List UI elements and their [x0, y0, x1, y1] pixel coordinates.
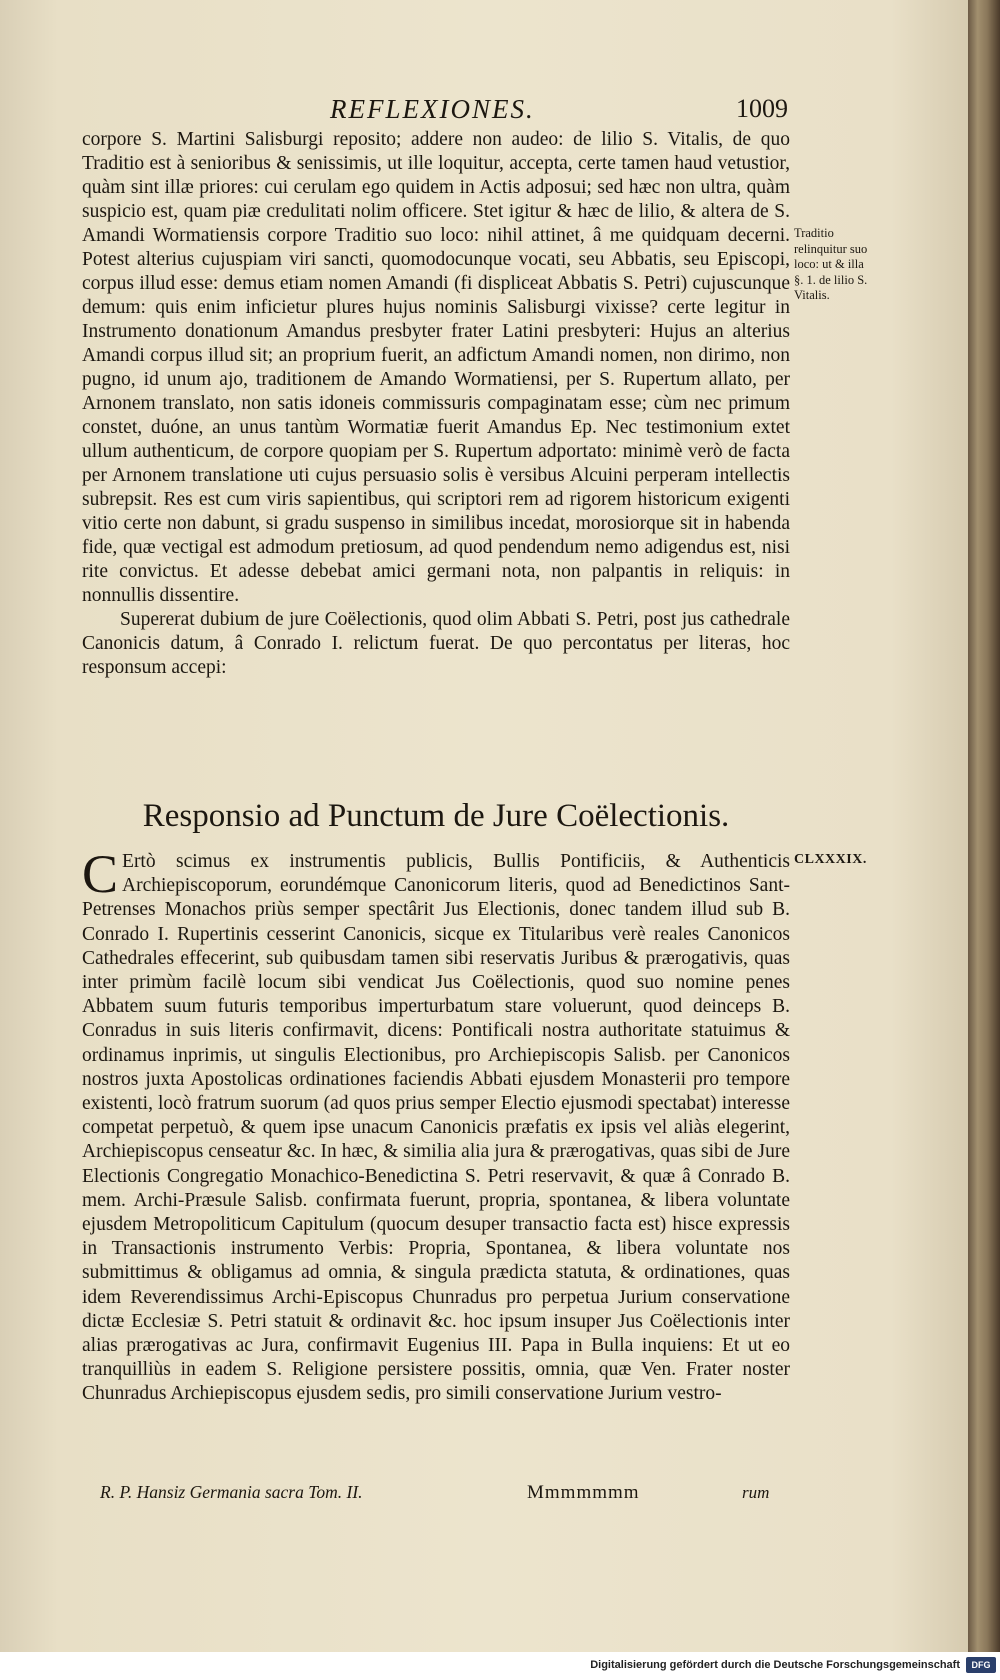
drop-cap: C [82, 844, 119, 904]
digitization-footer [0, 1652, 1000, 1680]
section-heading: Responsio ad Punctum de Jure Coëlectionis. [142, 798, 730, 834]
paragraph-3: Ertò scimus ex instrumentis publicis, Bullis Pontificiis, & Authenticis Archiepiscoporum, eorundémque Canonicorum literis, quod ad Benedictinos Sant-Petrenses Monachos priùs semper spectârit Jus Electionis, donec tandem illud sub B. Conrado I. Rupertinis cesserint Canonicis, sicque ex Titularibus verè reales Canonicos Cathedrales effecerint, sub quibusdam tamen sibi reservatis Juribus & prærogativis, quas inter primùm facilè locum sibi vendicat Jus Coëlectionis, quod suo nomine penes Abbatem suum futuris temporibus imperturbatum stare voluerunt, quod deinceps B. Conradus in suis literis confirmavit, dicens: Pontificali nostra authoritate statuimus & ordinamus inprimis, ut singulis Electionibus, pro Archiepiscopis Salisb. per Canonicos nostros juxta Apostolicas ordinationes faciendis Abbati ejusdem Monasterii pro tempore existenti, locò fratrum suorum (ad quos prius semper Electio ejusmodi spectabat) interesse competat perpetuò, & quem ipse unacum Canonicis præfatis ex ipsis vel aliàs elegerint, Archiepiscopus censeatur &c. In hæc, & similia alia jura & prærogativas, quas sibi de Jure Electionis Congregatio Monachico-Benedictina S. Petri reservavit, & quæ â Conrado B. mem. Archi-Præsule Salisb. confirmata fuerunt, propria, spontanea, & libera voluntate ejusdem Metropoliticum Capitulum (quocum desuper transactio facta est) hisce expressis in Transactionis instrumento Verbis: Propria, Spontanea, & libera voluntate nos submittimus & obligamus ad omnia, & singula prædicta statuta, & ordinationes, quas idem Reverendissimus Archi-Episcopus Chunradus pro perpetua Jurium conservatione dictæ Ecclesiæ S. Petri statuit & ordinavit &c. hoc ipsum insuper Jus Coëlectionis inter alias prærogativas ac Jura, confirmavit Eugenius III. Papa in Bulla inquiens: Et ut eo tranquilliùs in eadem S. Religione persistere possitis, omnia, quæ Ven. Frater noster Chunradus Archiepiscopus ejusdem sedis, pro simili conservatione Jurium vestro- [82, 851, 790, 1405]
page-number: 1009 [736, 94, 788, 123]
footnote: R. P. Hansiz Germania sacra Tom. II. [100, 1482, 363, 1502]
text-block-1 [82, 128, 790, 680]
signature-mark: Mmmmmmm [527, 1482, 640, 1503]
margin-note: Traditio relinquitur suo loco: ut & illa §. 1. de lilio S. Vitalis. [794, 226, 868, 302]
running-head: REFLEXIONES. [330, 94, 535, 124]
paragraph-2: Supererat dubium de jure Coëlectionis, quod olim Abbati S. Petri, post jus cathedrale Canonicis datum, â Conrado I. relictum fuerat. De quo percontatus per literas, hoc responsum accepi: [82, 609, 790, 678]
margin-number: CLXXXIX. [794, 852, 867, 867]
book-page-edge [968, 0, 1000, 1652]
paragraph-1: corpore S. Martini Salisburgi reposito; addere non audeo: de lilio S. Vitalis, de quo Traditio est à senioribus & senissimis, ut ille loquitur, accepta, certe tamen haud vetustior, quàm sint illæ priores: cui cerulam ego quidem in Actis adposui; sed hæc non ultra, quàm suspicio est, quam piæ credulitati nolim officere. Stet igitur & hæc de lilio, & altera de S. Amandi Wormatiensis corpore Traditio suo loco: nihil attinet, â me quidquam decerni. Potest alterius cujuspiam viri sancti, quomodocunque vocati, seu Abbatis, seu Episcopi, corpus illud esse: demus etiam nomen Amandi (fi displiceat Abbatis S. Petri) cujuscunque demum: quis enim inficietur plures hujus nominis Salisburgi vixisse? certe legitur in Instrumento donationum Amandus presbyter frater Latini presbyteri: Hujus an alterius Amandi corpus illud sit; an proprium fuerit, an adfictum Amandi nomen, non dirimo, non pugno, id unum ajo, traditionem de Amando Wormatiensi, per S. Rupertum allato, per Arnonem translato, non satis idoneis commissuris compaginatam esse; cùm nec primum constet, duóne, an unus tantùm Wormatiæ fuerit Amandus Ep. Nec testimonium extet ullum authenticum, de corpore quopiam per S. Rupertum adportato: minimè verò de facta per Arnonem translatione uti cujus persuasio solis è versibus Alcuini perperam intellectis subrepsit. Res est cum viris sapientibus, qui scriptori rem ad rigorem historicum exigenti vitio certe non dabunt, si gradu suspenso in similibus incedat, morosiorque sit in habenda fide, quæ vectigal est admodum pretiosum, ad quod pendendum nemo adigendus est, nisi rite convictus. Et adesse debebat amici germani nota, non palpantis in reliquis: in nonnullis dissentire. [82, 129, 790, 606]
text-block-2 [82, 844, 790, 1407]
catchword: rum [742, 1483, 770, 1502]
digitization-note: Digitalisierung gefördert durch die Deutsche Forschungsgemeinschaft [590, 1659, 960, 1671]
dfg-logo-icon: DFG [966, 1657, 996, 1673]
